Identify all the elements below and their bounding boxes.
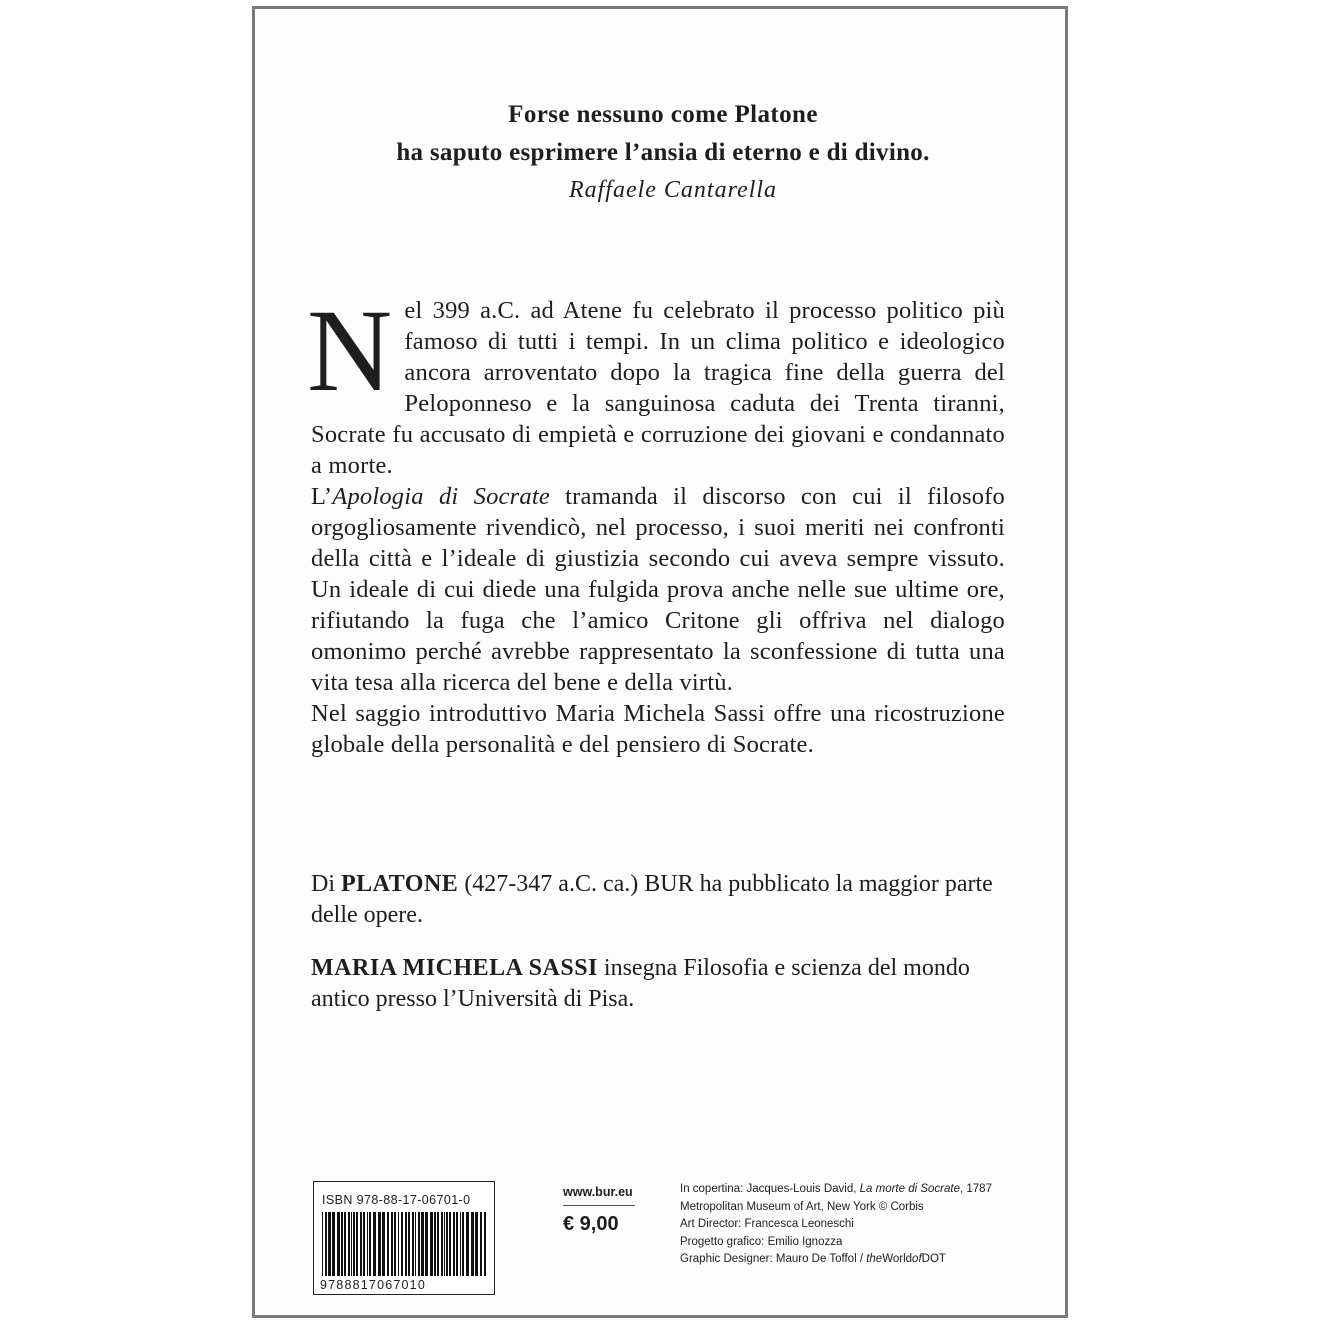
isbn-label: ISBN 978-88-17-06701-0 <box>322 1193 471 1207</box>
barcode-icon <box>322 1212 486 1276</box>
blurb-paragraph-1: Nel 399 a.C. ad Atene fu celebrato il processo politico più famoso di tutti i tempi. In un clima politico e ideologico ancora arroventato dopo la tragica fine della guerra del Peloponneso e la sanguinosa caduta dei Trenta tiranni, Socrate fu accusato di empietà e corruzione dei giovani e condannato a morte. <box>307 285 1005 479</box>
book-title: Apologia di Socrate <box>332 483 550 510</box>
blurb-paragraph-2: L’Apologia di Socrate tramanda il discorso con cui il filosofo orgogliosamente rivendicò, nel processo, i suoi meriti nei confronti della città e l’ideale di giustizia secondo cui aveva sempre vissuto. Un ideale di cui diede una fulgida prova anche nelle sue ultime ore, rifiutando la fuga che l’amico Critone gli offriva nel dialogo omonimo perché avrebbe rappresentato la sconfessione di tutta una vita tesa alla ricerca del bene e della virtù. <box>311 483 1005 696</box>
divider <box>563 1205 635 1206</box>
credit-art-director: Art Director: Francesca Leoneschi <box>680 1218 854 1230</box>
credit-project: Progetto grafico: Emilio Ignozza <box>680 1235 843 1248</box>
ean-number: 9788817067010 <box>320 1278 426 1292</box>
credit-museum: Metropolitan Museum of Art, New York © Corbis <box>680 1200 924 1213</box>
epigraph-line-2: ha saputo esprimere l’ansia di eterno e di divino. <box>396 139 930 166</box>
editor-note: MARIA MICHELA SASSI insegna Filosofia e scienza del mondo antico presso l’Università di Pisa. <box>311 955 970 1012</box>
blurb-paragraph-3: Nel saggio introduttivo Maria Michela Sassi offre una ricostruzione globale della personalità e del pensiero di Socrate. <box>311 700 1005 758</box>
epigraph-line-1: Forse nessuno come Platone <box>508 101 818 128</box>
author-note: Di PLATONE (427-347 a.C. ca.) BUR ha pubblicato la maggior parte delle opere. <box>311 871 993 928</box>
author-name: PLATONE <box>341 871 459 897</box>
barcode-box <box>313 1181 495 1295</box>
credit-designer: Graphic Designer: Mauro De Toffol / theWorldofDOT <box>680 1253 946 1265</box>
drop-cap: N <box>307 285 393 416</box>
publisher-url: www.bur.eu <box>563 1185 633 1199</box>
price: € 9,00 <box>563 1213 619 1235</box>
editor-name: MARIA MICHELA SASSI <box>311 955 598 981</box>
cover-credits <box>680 1181 992 1269</box>
credit-cover-art: In copertina: Jacques-Louis David, La morte di Socrate, 1787 <box>680 1183 992 1195</box>
book-back-cover <box>252 6 1068 1318</box>
epigraph-author: Raffaele Cantarella <box>568 177 778 203</box>
blurb-text <box>307 285 1005 760</box>
